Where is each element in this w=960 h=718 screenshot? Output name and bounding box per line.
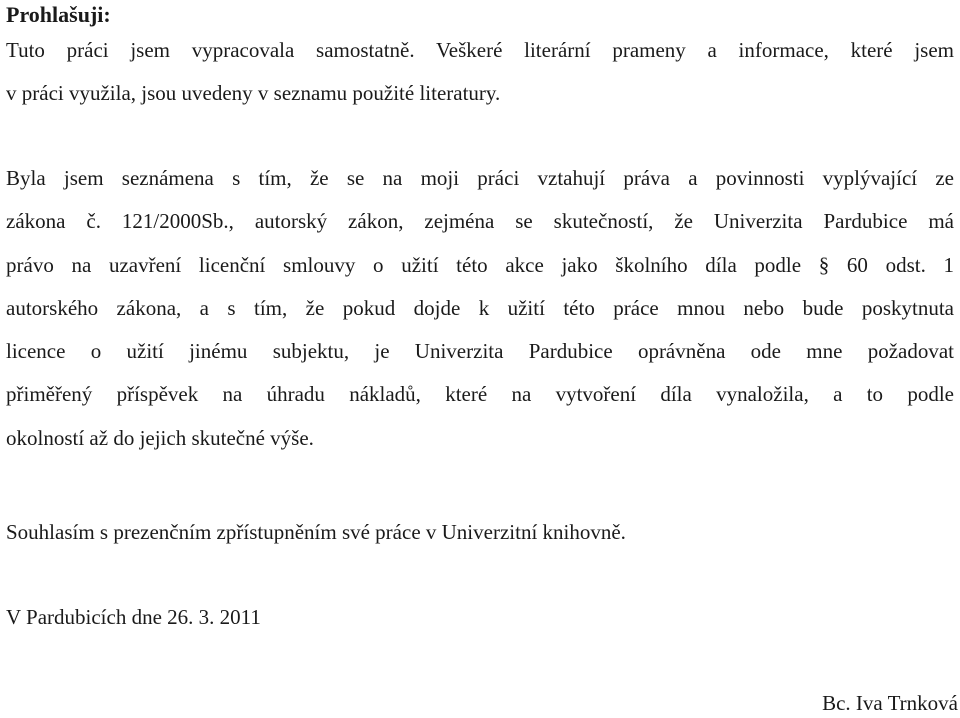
place-and-date: V Pardubicích dne 26. 3. 2011 [6, 605, 261, 629]
paragraph-line: okolností až do jejich skutečné výše. [6, 425, 314, 450]
copyright-paragraph [6, 157, 954, 460]
paragraph-line: právo na uzavření licenční smlouvy o užití této akce jako školního díla podle § 60 odst. 1 [6, 252, 954, 277]
paragraph-line: v práci využila, jsou uvedeny v seznamu použité literatury. [6, 81, 501, 106]
paragraph-line: autorského zákona, a s tím, že pokud dojde k užití této práce mnou nebo bude poskytnuta [6, 295, 954, 320]
consent-statement: Souhlasím s prezenčním zpřístupněním své práce v Univerzitní knihovně. [6, 520, 626, 544]
paragraph-line: licence o užití jinému subjektu, je Univerzita Pardubice oprávněna ode mne požadovat [6, 339, 954, 364]
paragraph-line: Tuto práci jsem vypracovala samostatně. Veškeré literární prameny a informace, které jsem [6, 38, 954, 62]
paragraph-line: Byla jsem seznámena s tím, že se na moji práci vztahují práva a povinnosti vyplývající ze [6, 166, 954, 190]
page-heading: Prohlašuji: [6, 2, 111, 27]
paragraph-line: zákona č. 121/2000Sb., autorský zákon, zejména se skutečností, že Univerzita Pardubice má [6, 209, 954, 234]
paragraph-line: přiměřený příspěvek na úhradu nákladů, které na vytvoření díla vynaložila, a to podle [6, 382, 954, 407]
author-signature: Bc. Iva Trnková [822, 691, 958, 715]
authorship-paragraph [6, 29, 954, 116]
